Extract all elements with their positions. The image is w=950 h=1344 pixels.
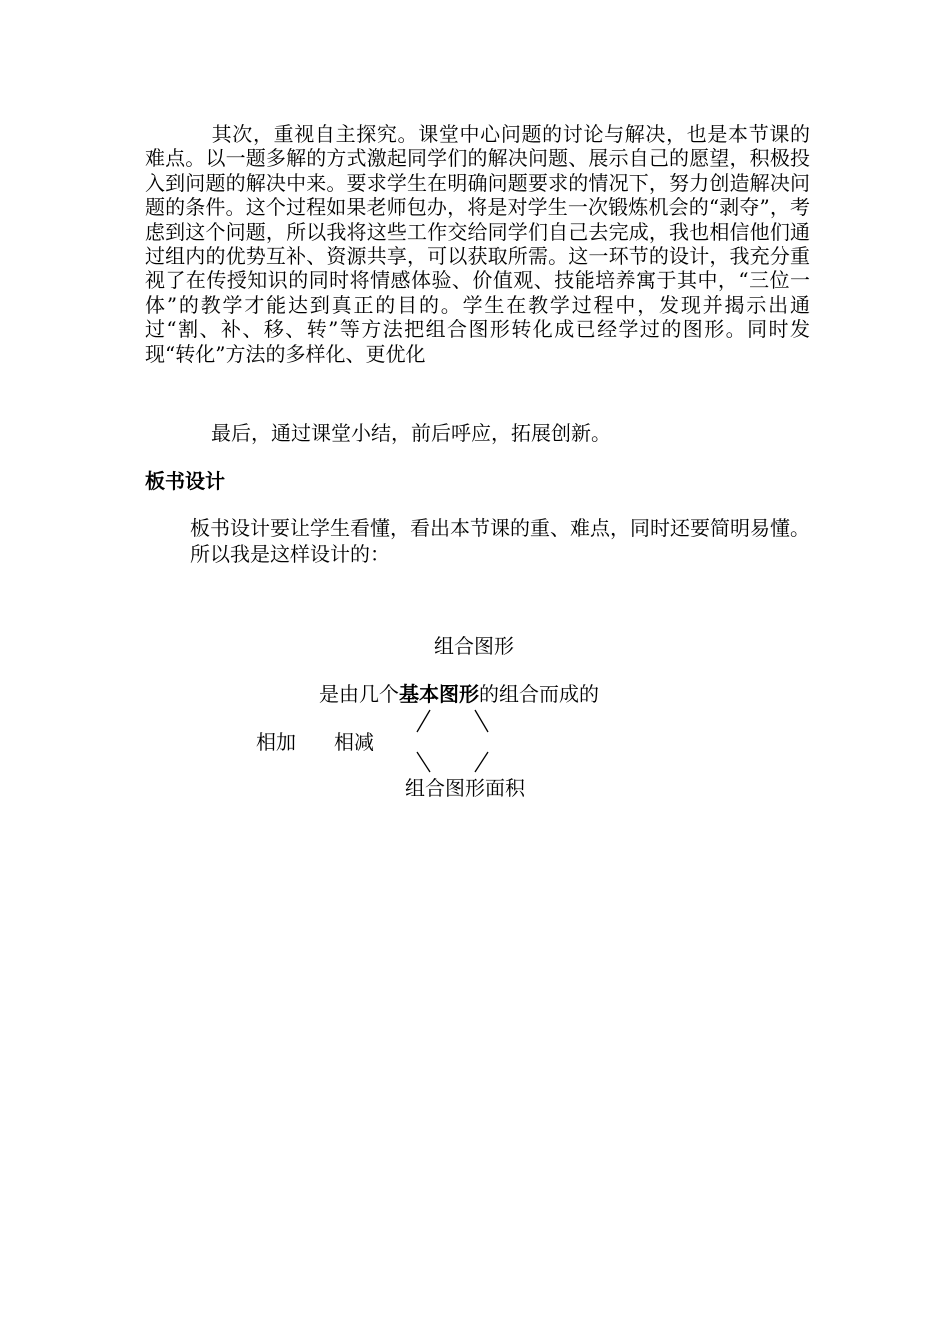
board-intro-paragraph: 板书设计要让学生看懂，看出本节课的重、难点，同时还要简明易懂。所以我是这样设计的：	[190, 516, 810, 566]
connector-lower-right	[475, 752, 488, 772]
board-line-prefix: 是由几个	[319, 682, 399, 706]
board-line-bold: 基本图形	[399, 682, 479, 706]
board-title: 组合图形	[434, 634, 514, 658]
paragraph-second-text: 其次，重视自主探究。课堂中心问题的讨论与解决，也是本节课的难点。以一题多解的方式激起同学们的解决问题、展示自己的愿望，积极投入到问题的解决中来。要求学生在明确问题要求的情况下，努力创造解决问题的条件。这个过程如果老师包办，将是对学生一次锻炼机会的“剥夺”，考虑到这个问题，所以我将这些工作交给同学们自己去完成，我也相信他们通过组内的优势互补、资源共享，可以获取所需。这一环节的设计，我充分重视了在传授知识的同时将情感体验、价值观、技能培养寓于其中，“三位一体”的教学才能达到真正的目的。学生在教学过程中，发现并揭示出通过“割、补、移、转”等方法把组合图形转化成已经学过的图形。同时发现“转化”方法的多样化、更优化	[145, 122, 810, 366]
board-label-add: 相加	[256, 730, 296, 754]
board-line-suffix: 的组合而成的	[479, 682, 599, 706]
section-heading: 板书设计	[145, 469, 225, 493]
board-label-subtract: 相减	[334, 730, 374, 754]
board-result: 组合图形面积	[405, 776, 525, 800]
connector-upper-left	[417, 710, 430, 732]
paragraph-last-text: 最后，通过课堂小结，前后呼应，拓展创新。	[211, 421, 611, 445]
connector-upper-right	[475, 710, 488, 732]
connector-lower-left	[417, 752, 430, 772]
